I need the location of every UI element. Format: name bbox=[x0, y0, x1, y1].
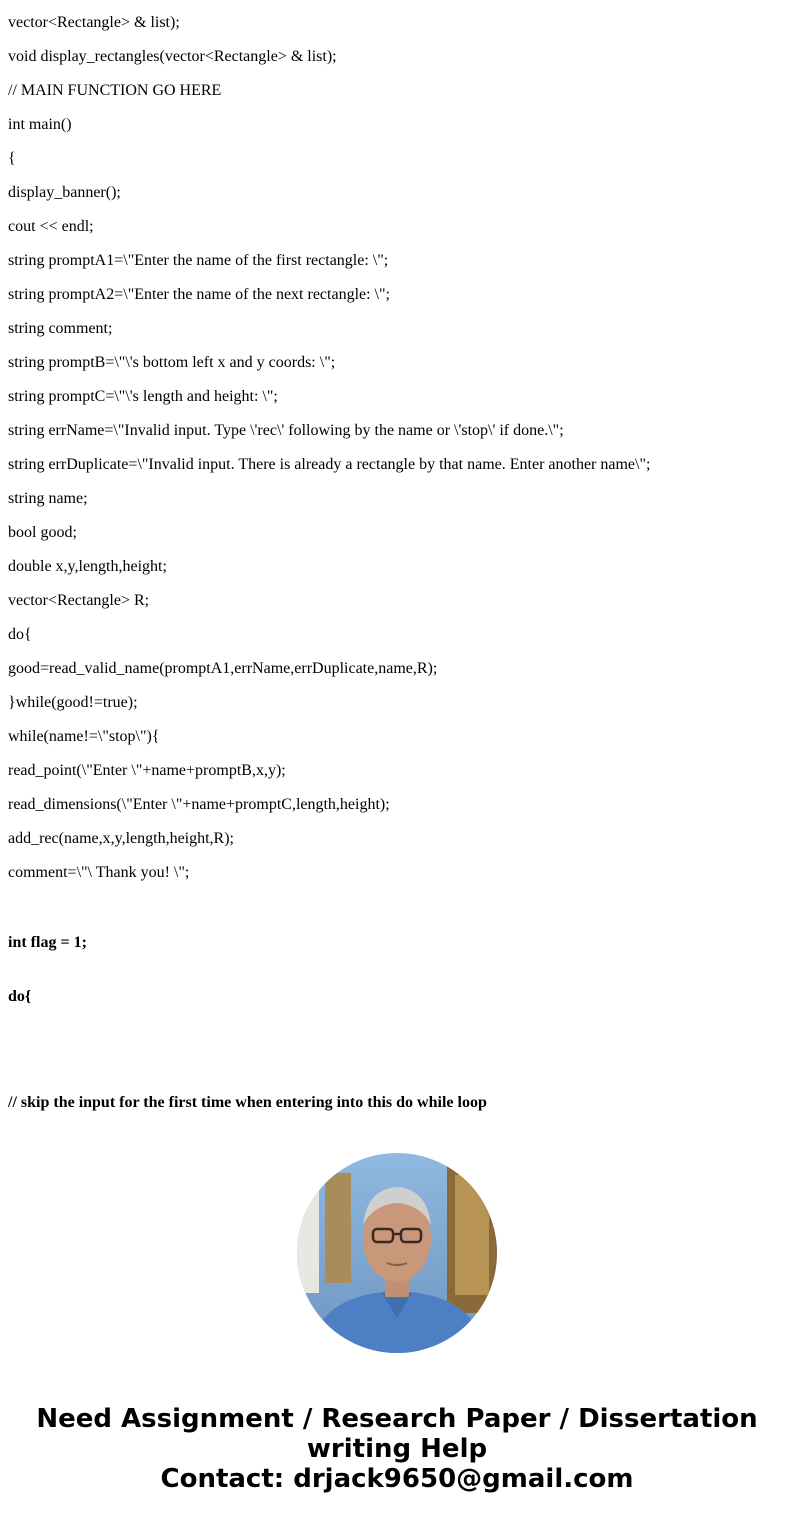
code-line: double x,y,length,height; bbox=[8, 558, 167, 575]
code-line: string errDuplicate=\"Invalid input. There is already a rectangle by that name. Enter another name\"; bbox=[8, 456, 651, 473]
code-line: string comment; bbox=[8, 320, 113, 337]
code-line: bool good; bbox=[8, 524, 77, 541]
promo-line: writing Help bbox=[306, 1434, 488, 1464]
code-line: string promptA2=\"Enter the name of the next rectangle: \"; bbox=[8, 286, 390, 303]
code-line: string promptB=\"\'s bottom left x and y coords: \"; bbox=[8, 354, 336, 371]
code-line: do{ bbox=[8, 626, 32, 643]
code-line: read_dimensions(\"Enter \"+name+promptC,length,height); bbox=[8, 796, 390, 813]
code-line: good=read_valid_name(promptA1,errName,errDuplicate,name,R); bbox=[8, 660, 438, 677]
code-line: while(name!=\"stop\"){ bbox=[8, 728, 160, 745]
promo-line: Need Assignment / Research Paper / Dissertation bbox=[36, 1404, 758, 1434]
code-line: add_rec(name,x,y,length,height,R); bbox=[8, 830, 234, 847]
code-listing bbox=[8, 0, 788, 1124]
code-line: vector<Rectangle> R; bbox=[8, 592, 150, 609]
code-line: do{ bbox=[8, 988, 32, 1005]
code-line: vector<Rectangle> & list); bbox=[8, 14, 180, 31]
person-photo-icon bbox=[297, 1153, 497, 1353]
code-line: // MAIN FUNCTION GO HERE bbox=[8, 82, 222, 99]
promo-banner bbox=[0, 1404, 794, 1494]
code-line: void display_rectangles(vector<Rectangle> & list); bbox=[8, 48, 337, 65]
code-line: }while(good!=true); bbox=[8, 694, 138, 711]
code-line: comment=\"\ Thank you! \"; bbox=[8, 864, 190, 881]
author-avatar bbox=[297, 1153, 497, 1353]
code-bold-block bbox=[8, 898, 788, 1124]
code-comment: // skip the input for the first time when entering into this do while loop bbox=[8, 1094, 487, 1111]
code-line: int main() bbox=[8, 116, 72, 133]
code-line: { bbox=[8, 150, 16, 167]
code-line: read_point(\"Enter \"+name+promptB,x,y); bbox=[8, 762, 286, 779]
code-lines bbox=[8, 0, 788, 882]
code-line: int flag = 1; bbox=[8, 934, 87, 951]
promo-contact: Contact: drjack9650@gmail.com bbox=[160, 1464, 634, 1494]
code-line: display_banner(); bbox=[8, 184, 121, 201]
code-line: string name; bbox=[8, 490, 88, 507]
code-line: cout << endl; bbox=[8, 218, 94, 235]
code-line: string promptC=\"\'s length and height: \"; bbox=[8, 388, 278, 405]
code-line: string promptA1=\"Enter the name of the first rectangle: \"; bbox=[8, 252, 389, 269]
code-line: string errName=\"Invalid input. Type \'rec\' following by the name or \'stop\' if done.\"; bbox=[8, 422, 564, 439]
